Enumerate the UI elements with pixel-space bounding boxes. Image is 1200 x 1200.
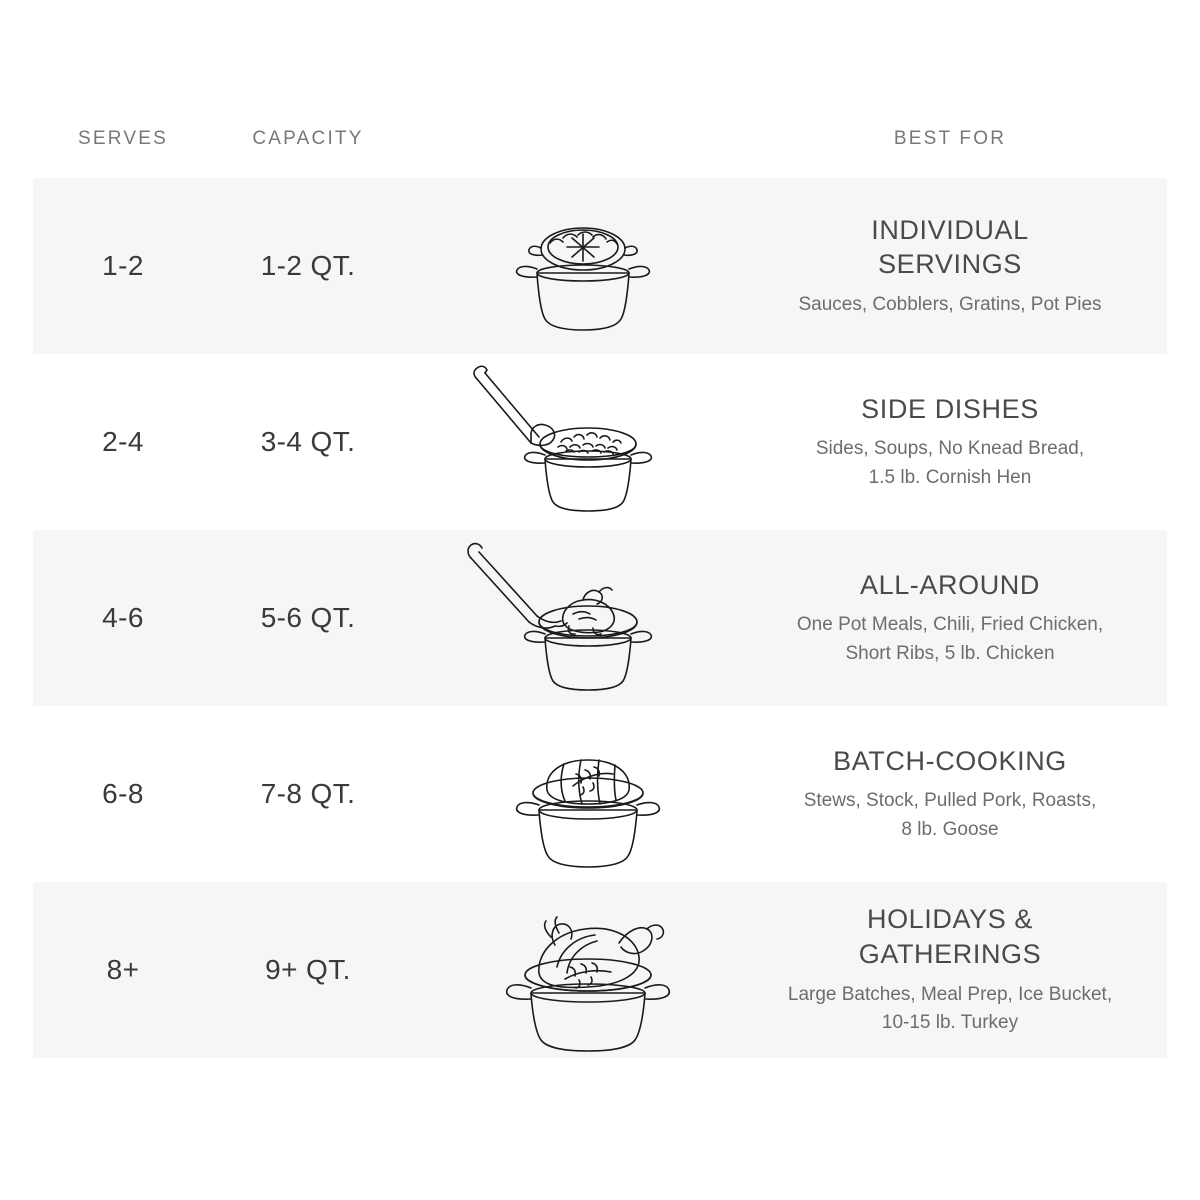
best-for-title <box>763 392 1137 427</box>
cell-best-for <box>763 213 1167 320</box>
size-guide-table <box>33 100 1167 1058</box>
cell-capacity: 3-4 QT. <box>260 426 356 457</box>
column-header-best-for <box>763 128 1167 150</box>
dutch-oven-pot-pie-icon <box>433 181 733 351</box>
cell-capacity: 5-6 QT. <box>260 602 356 633</box>
cell-illustration <box>403 181 763 351</box>
table-row <box>33 178 1167 354</box>
table-row <box>33 354 1167 530</box>
best-for-title-line: GATHERINGS <box>858 939 1042 969</box>
dutch-oven-turkey-icon <box>433 875 733 1065</box>
best-for-subtitle <box>763 291 1137 320</box>
dutch-oven-chicken-tongs-icon <box>433 518 733 718</box>
best-for-title <box>763 902 1137 971</box>
table-header-row <box>33 100 1167 178</box>
best-for-title-line: HOLIDAYS & <box>866 904 1034 935</box>
table-row <box>33 882 1167 1058</box>
best-for-subtitle-line: 1.5 lb. Cornish Hen <box>868 466 1032 488</box>
serves-header-label: SERVES <box>78 128 168 149</box>
cell-serves: 1-2 <box>102 250 144 281</box>
cell-illustration <box>403 357 763 527</box>
best-for-subtitle-line: Stews, Stock, Pulled Pork, Roasts, <box>803 790 1097 812</box>
best-for-title-line: SIDE DISHES <box>861 393 1039 424</box>
best-for-title-line: BATCH-COOKING <box>833 745 1067 776</box>
dutch-oven-side-dish-spoon-icon <box>433 347 733 537</box>
best-for-subtitle-line: Sides, Soups, No Knead Bread, <box>815 438 1085 460</box>
cell-best-for <box>763 744 1167 845</box>
best-for-title-line: INDIVIDUAL <box>871 214 1029 245</box>
dutch-oven-roast-icon <box>433 704 733 884</box>
best-for-subtitle <box>763 435 1137 492</box>
cell-capacity: 9+ QT. <box>265 954 351 985</box>
best-for-title-line: SERVINGS <box>878 249 1022 280</box>
cell-serves: 2-4 <box>102 426 144 457</box>
best-for-header-label: BEST FOR <box>893 128 1007 149</box>
best-for-subtitle <box>763 981 1137 1038</box>
capacity-header-label: CAPACITY <box>252 128 364 149</box>
best-for-subtitle-line: Large Batches, Meal Prep, Ice Bucket, <box>787 983 1113 1005</box>
best-for-title <box>763 568 1137 603</box>
table-row <box>33 530 1167 706</box>
best-for-subtitle <box>763 611 1137 668</box>
column-header-serves <box>33 128 213 150</box>
cell-serves: 6-8 <box>102 778 144 809</box>
cell-capacity: 7-8 QT. <box>260 778 356 809</box>
best-for-subtitle <box>763 787 1137 844</box>
best-for-subtitle-line: Sauces, Cobblers, Gratins, Pot Pies <box>798 293 1102 315</box>
column-header-capacity <box>213 128 403 150</box>
cell-best-for <box>763 902 1167 1037</box>
cell-capacity: 1-2 QT. <box>260 250 356 281</box>
best-for-subtitle-line: Short Ribs, 5 lb. Chicken <box>845 642 1055 664</box>
best-for-subtitle-line: 8 lb. Goose <box>901 818 999 840</box>
best-for-subtitle-line: One Pot Meals, Chili, Fried Chicken, <box>796 614 1104 636</box>
cell-serves: 4-6 <box>102 602 144 633</box>
cell-illustration <box>403 885 763 1055</box>
cell-best-for <box>763 392 1167 493</box>
cell-best-for <box>763 568 1167 669</box>
cell-illustration <box>403 709 763 879</box>
best-for-title <box>763 744 1137 779</box>
best-for-title-line: ALL-AROUND <box>859 569 1041 600</box>
cell-illustration <box>403 533 763 703</box>
best-for-subtitle-line: 10-15 lb. Turkey <box>881 1012 1019 1034</box>
cell-serves: 8+ <box>106 954 140 985</box>
best-for-title <box>763 213 1137 282</box>
table-row <box>33 706 1167 882</box>
